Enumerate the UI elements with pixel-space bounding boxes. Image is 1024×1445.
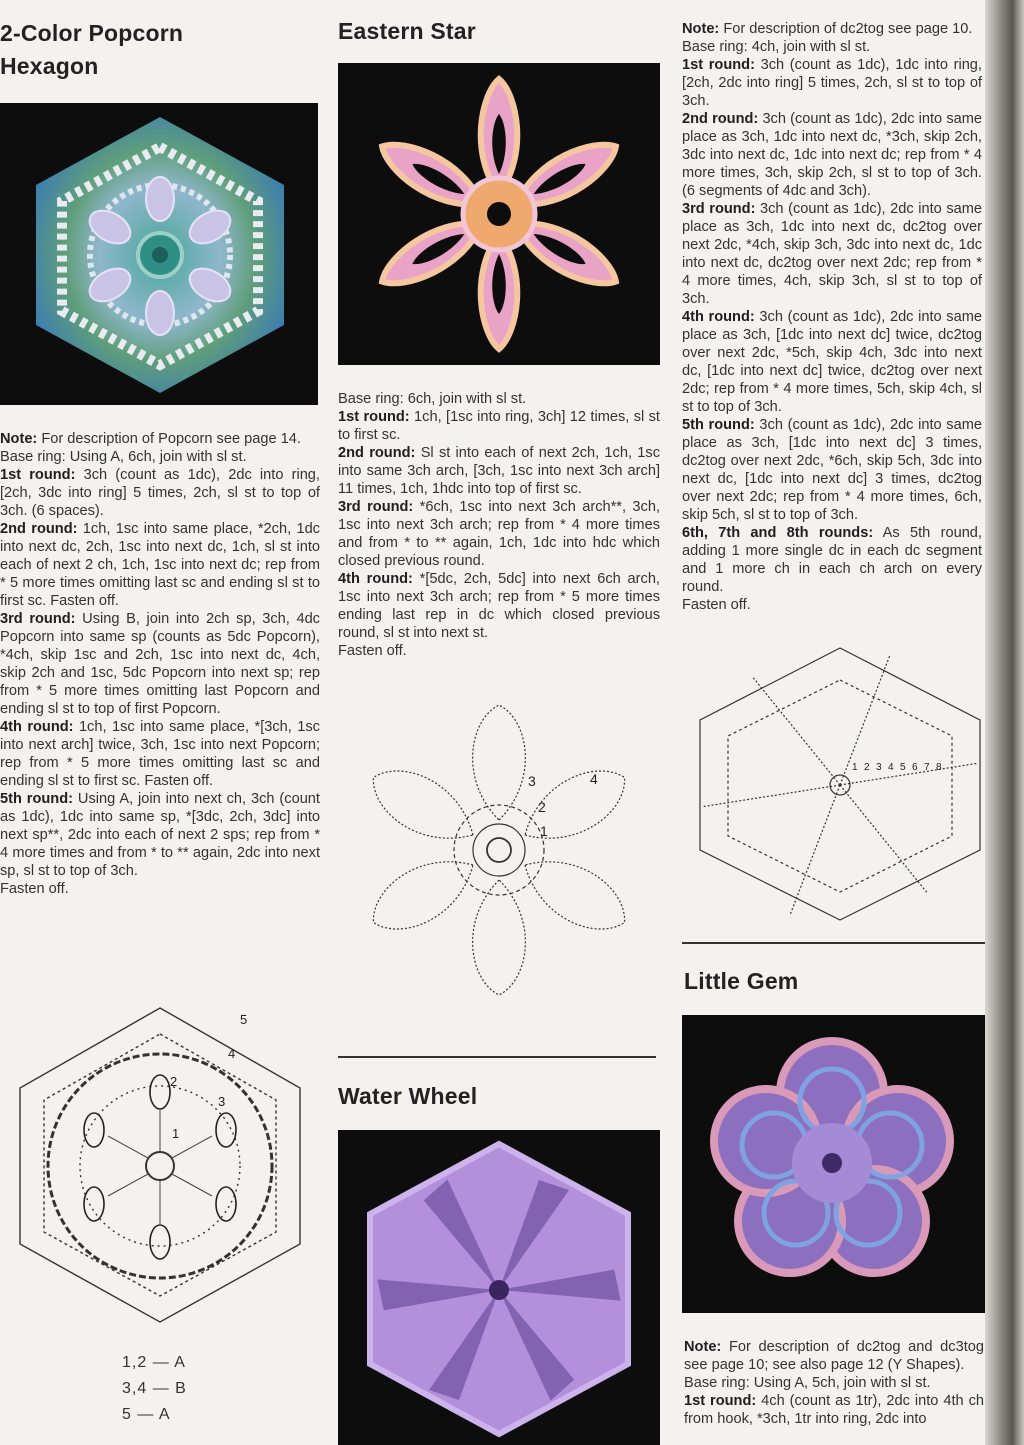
waterwheel-diagram-label-8: 8 [936, 762, 942, 773]
eastern-round-1-text: 1ch, [1sc into ring, 3ch] 12 times, sl st to first sc. [338, 409, 660, 443]
eastern-round-1-label: 1st round: [338, 409, 410, 425]
popcorn-round-2 [0, 520, 320, 610]
popcorn-round-3-text: Using B, join into 2ch sp, 3ch, 4dc Popcorn into same sp (counts as 5dc Popcorn), *4ch, skip 1sc and 2ch, 1sc into next dc, 4ch, skip 2ch and 1sc, 5dc Popcorn into next sp; rep from * 5 more times omitting last Popcorn and ending sl st to top of first Popcorn. [0, 611, 320, 717]
popcorn-round-2-text: 1ch, 1sc into same place, *2ch, 1dc into next dc, 2ch, 1sc into next dc, 1ch, sl st into each of next 2 ch, 1ch, 1sc into next dc; rep from * 5 more times omitting last sc and ending sl st to first sc. Fasten off. [0, 521, 320, 609]
book-spine-gutter [985, 0, 1024, 1445]
eastern-round-2-text: Sl st into each of next 2ch, 1ch, 1sc into same 3ch arch, [3ch, 1sc into next 3ch arch] 11 times, 1ch, 1hdc into top of first sc. [338, 445, 660, 497]
waterwheel-diagram-label-1: 1 [852, 762, 858, 773]
waterwheel-diagram-label-2: 2 [864, 762, 870, 773]
popcorn-hexagon-chart-diagram [0, 1000, 320, 1330]
popcorn-note-text: For description of Popcorn see page 14. [37, 431, 301, 447]
waterwheel-round-2-text: 3ch (count as 1dc), 2dc into same place as 3ch, 1dc into next dc, *3ch, skip 2ch, 3dc into next dc, 1dc into next dc; rep from * 4 more times, 3ch, skip 2ch, sl st to top of 3ch. (6 segments of 4dc and 3ch). [682, 111, 983, 199]
waterwheel-round-3 [682, 200, 982, 308]
eastern-star-chart-diagram [338, 700, 660, 1005]
popcorn-title-line2: Hexagon [0, 53, 99, 79]
popcorn-legend-row-1: 1,2 — A [122, 1354, 186, 1371]
littlegem-round-1 [684, 1392, 984, 1428]
popcorn-fasten-off: Fasten off. [0, 881, 69, 897]
eastern-round-3 [338, 498, 660, 570]
popcorn-diagram-label-5: 5 [240, 1012, 248, 1027]
eastern-round-4-text: *[5dc, 2ch, 5dc] into next 6ch arch, 1sc into next 3ch arch; rep from * 5 more times ending last rep in dc which closed previous round, sl st into next st. [338, 571, 660, 641]
popcorn-round-3 [0, 610, 320, 718]
section-divider-middle [338, 1056, 656, 1058]
eastern-base-ring: Base ring: 6ch, join with sl st. [338, 391, 527, 407]
little-gem-photo [682, 1015, 985, 1313]
popcorn-round-1-text: 3ch (count as 1dc), 2dc into ring, [2ch, 3dc into ring] 5 times, 2ch, sl st to top of 3ch. (6 spaces). [0, 467, 320, 519]
popcorn-round-3-label: 3rd round: [0, 611, 76, 627]
popcorn-note [0, 430, 320, 448]
popcorn-round-4 [0, 718, 320, 790]
waterwheel-diagram-label-3: 3 [876, 762, 882, 773]
water-wheel-instructions [682, 20, 982, 614]
waterwheel-diagram-label-7: 7 [924, 762, 930, 773]
waterwheel-round-1-label: 1st round: [682, 57, 755, 73]
waterwheel-round-6-8-label: 6th, 7th and 8th rounds: [682, 525, 874, 541]
waterwheel-round-6-8 [682, 524, 982, 596]
waterwheel-note-label: Note: [682, 21, 720, 37]
waterwheel-base-ring: Base ring: 4ch, join with sl st. [682, 39, 871, 55]
littlegem-base-ring: Base ring: Using A, 5ch, join with sl st. [684, 1375, 931, 1391]
popcorn-diagram-label-4: 4 [228, 1046, 236, 1061]
popcorn-legend-row-2: 3,4 — B [122, 1380, 187, 1397]
popcorn-hexagon-title [0, 17, 320, 83]
eastern-round-1 [338, 408, 660, 444]
section-divider-right [682, 942, 985, 944]
popcorn-legend-row-3: 5 — A [122, 1406, 171, 1423]
popcorn-base-ring: Base ring: Using A, 6ch, join with sl st. [0, 449, 247, 465]
eastern-round-3-label: 3rd round: [338, 499, 414, 515]
popcorn-note-label: Note: [0, 431, 38, 447]
popcorn-round-5-text: Using A, join into next ch, 3ch (count as 1dc), 1dc into same sp, *[3dc, 2ch, 3dc] into next sp**, 2dc into each of next 2 sps; rep from * 4 more times and from * to ** again, 2dc into next sp, sl st to top of 3ch. [0, 791, 320, 879]
eastern-round-2 [338, 444, 660, 498]
eastern-diagram-label-4: 4 [590, 771, 598, 787]
waterwheel-round-5 [682, 416, 982, 524]
waterwheel-round-4 [682, 308, 982, 416]
popcorn-title-line1: 2-Color Popcorn [0, 20, 184, 46]
popcorn-diagram-label-1: 1 [172, 1126, 180, 1141]
little-gem-title: Little Gem [684, 968, 799, 994]
popcorn-hexagon-photo [0, 103, 318, 405]
eastern-diagram-label-3: 3 [528, 773, 536, 789]
waterwheel-round-1-text: 3ch (count as 1dc), 1dc into ring, [2ch, 2dc into ring] 5 times, 2ch, sl st to top of 3ch. [682, 57, 982, 109]
waterwheel-round-4-label: 4th round: [682, 309, 755, 325]
littlegem-round-1-text: 4ch (count as 1tr), 2dc into 4th ch from hook, *3ch, 1tr into ring, 2dc into [684, 1393, 984, 1427]
waterwheel-diagram-label-6: 6 [912, 762, 918, 773]
popcorn-instructions [0, 430, 320, 898]
eastern-star-photo [338, 63, 660, 365]
popcorn-round-4-label: 4th round: [0, 719, 74, 735]
popcorn-diagram-label-3: 3 [218, 1094, 226, 1109]
waterwheel-round-5-label: 5th round: [682, 417, 755, 433]
popcorn-diagram-label-2: 2 [170, 1074, 178, 1089]
popcorn-color-legend [122, 1350, 242, 1428]
waterwheel-diagram-label-5: 5 [900, 762, 906, 773]
water-wheel-title: Water Wheel [338, 1083, 478, 1109]
little-gem-instructions [684, 1338, 984, 1428]
waterwheel-round-5-text: 3ch (count as 1dc), 2dc into same place as 3ch, [1dc into next dc] 3 times, dc2tog over next 2dc, *6ch, skip 5ch, 3dc into next dc, [1dc into next dc] 3 times, dc2tog over next 2dc; rep from * 4 more times, 6ch, skip 5ch, sl st to top of 3ch. [682, 417, 982, 523]
water-wheel-photo [338, 1130, 660, 1445]
eastern-star-instructions [338, 390, 660, 660]
popcorn-round-1 [0, 466, 320, 520]
eastern-diagram-label-2: 2 [538, 799, 546, 815]
popcorn-round-5-label: 5th round: [0, 791, 73, 807]
littlegem-round-1-label: 1st round: [684, 1393, 757, 1409]
waterwheel-round-3-label: 3rd round: [682, 201, 756, 217]
waterwheel-round-2-label: 2nd round: [682, 111, 759, 127]
eastern-diagram-label-1: 1 [540, 823, 548, 839]
eastern-star-title: Eastern Star [338, 18, 476, 44]
popcorn-round-1-label: 1st round: [0, 467, 76, 483]
waterwheel-fasten-off: Fasten off. [682, 597, 751, 613]
waterwheel-round-6-8-text: As 5th round, adding 1 more single dc in each dc segment and 1 more ch in each ch arch on every round. [682, 525, 982, 595]
waterwheel-diagram-label-4: 4 [888, 762, 894, 773]
eastern-round-4 [338, 570, 660, 642]
eastern-fasten-off: Fasten off. [338, 643, 407, 659]
popcorn-round-2-label: 2nd round: [0, 521, 78, 537]
waterwheel-round-2 [682, 110, 982, 200]
eastern-round-2-label: 2nd round: [338, 445, 416, 461]
waterwheel-note [682, 20, 982, 38]
littlegem-note [684, 1338, 984, 1374]
waterwheel-round-4-text: 3ch (count as 1dc), 2dc into same place as 3ch, [1dc into next dc] twice, dc2tog over next 2dc, *5ch, skip 4ch, 3dc into next dc, [1dc into next dc] twice, dc2tog over next 2dc; rep from * 4 more times, 5ch, skip 4ch, sl st to top of 3ch. [682, 309, 982, 415]
waterwheel-round-1 [682, 56, 982, 110]
littlegem-note-label: Note: [684, 1339, 722, 1355]
littlegem-note-text: For description of dc2tog and dc3tog see page 10; see also page 12 (Y Shapes). [684, 1339, 984, 1373]
popcorn-round-5 [0, 790, 320, 880]
eastern-round-4-label: 4th round: [338, 571, 413, 587]
popcorn-round-4-text: 1ch, 1sc into same place, *[3ch, 1sc into next arch] twice, 3ch, 1sc into next Popcorn; rep from * 5 more times omitting last sc and ending sl st to first sc. Fasten off. [0, 719, 320, 789]
waterwheel-round-3-text: 3ch (count as 1dc), 2dc into same place as 3ch, 1dc into next dc, dc2tog over next 2dc, *4ch, skip 3ch, 3dc into next dc, 1dc into next dc, dc2tog over next 2dc; rep from * 4 more times, 4ch, skip 3ch, sl st to top of 3ch. [682, 201, 983, 307]
waterwheel-note-text: For description of dc2tog see page 10. [719, 21, 973, 37]
water-wheel-chart-diagram [690, 640, 985, 925]
eastern-round-3-text: *6ch, 1sc into next 3ch arch**, 3ch, 1sc into next 3ch arch; rep from * 4 more times and from * to ** again, 1ch, 1dc into hdc which closed previous round. [338, 499, 660, 569]
